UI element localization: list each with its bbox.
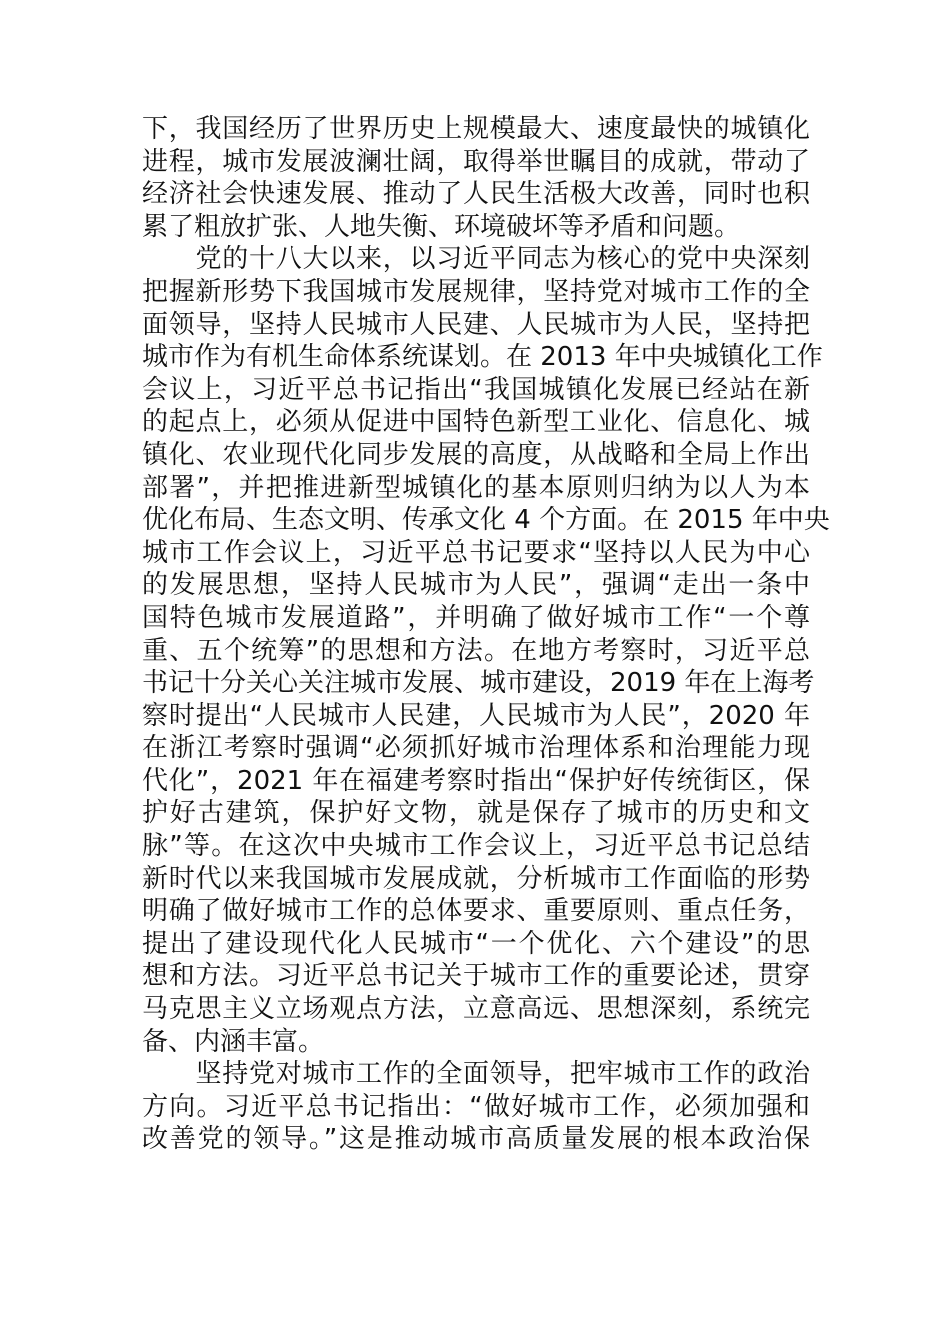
text-line: 明确了做好城市工作的总体要求、重要原则、重点任务， <box>142 896 810 927</box>
text-line: 重、五个统筹”的思想和方法。在地方考察时，习近平总 <box>142 635 810 666</box>
text-line: 马克思主义立场观点方法，立意高远、思想深刻，系统完 <box>142 994 810 1025</box>
text-line: 察时提出“人民城市人民建，人民城市为人民”，2020 年 <box>142 700 810 731</box>
paragraph-first-line: 党的十八大以来，以习近平同志为核心的党中央深刻 <box>142 244 810 275</box>
text-line: 代化”，2021 年在福建考察时指出“保护好传统街区，保 <box>142 765 810 796</box>
paragraph-first-line: 坚持党对城市工作的全面领导，把牢城市工作的政治 <box>142 1059 810 1090</box>
text-line: 会议上，习近平总书记指出“我国城镇化发展已经站在新 <box>142 374 810 405</box>
text-line: 想和方法。习近平总书记关于城市工作的重要论述，贯穿 <box>142 961 810 992</box>
text-line: 部署”，并把推进新型城镇化的基本原则归纳为以人为本 <box>142 472 810 503</box>
text-line: 备、内涵丰富。 <box>142 1026 325 1057</box>
text-line: 在浙江考察时强调“必须抓好城市治理体系和治理能力现 <box>142 733 810 764</box>
text-line: 方向。习近平总书记指出：“做好城市工作，必须加强和 <box>142 1091 810 1122</box>
text-line: 进程，城市发展波澜壮阔，取得举世瞩目的成就，带动了 <box>142 146 810 177</box>
text-line: 脉”等。在这次中央城市工作会议上，习近平总书记总结 <box>142 831 810 862</box>
text-line: 把握新形势下我国城市发展规律，坚持党对城市工作的全 <box>142 276 810 307</box>
text-line: 的发展思想，坚持人民城市为人民”，强调“走出一条中 <box>142 570 810 601</box>
text-line: 提出了建设现代化人民城市“一个优化、六个建设”的思 <box>142 928 810 959</box>
text-line: 新时代以来我国城市发展成就，分析城市工作面临的形势 <box>142 863 810 894</box>
body-text <box>142 113 830 1156</box>
text-line: 书记十分关心关注城市发展、城市建设，2019 年在上海考 <box>142 668 815 699</box>
text-line: 镇化、农业现代化同步发展的高度，从战略和全局上作出 <box>142 439 810 470</box>
text-line: 城市工作会议上，习近平总书记要求“坚持以人民为中心 <box>142 537 810 568</box>
text-line: 城市作为有机生命体系统谋划。在 2013 年中央城镇化工作 <box>142 342 823 373</box>
text-line: 优化布局、生态文明、传承文化 4 个方面。在 2015 年中央 <box>142 505 830 536</box>
text-line: 面领导，坚持人民城市人民建、人民城市为人民，坚持把 <box>142 309 810 340</box>
text-line: 的起点上，必须从促进中国特色新型工业化、信息化、城 <box>142 407 810 438</box>
text-line: 累了粗放扩张、人地失衡、环境破坏等矛盾和问题。 <box>142 211 741 242</box>
text-line: 国特色城市发展道路”，并明确了做好城市工作“一个尊 <box>142 602 810 633</box>
text-line: 改善党的领导。”这是推动城市高质量发展的根本政治保 <box>142 1124 810 1155</box>
text-line: 下，我国经历了世界历史上规模最大、速度最快的城镇化 <box>142 114 810 144</box>
text-line: 护好古建筑，保护好文物，就是保存了城市的历史和文 <box>142 798 810 829</box>
text-line: 经济社会快速发展、推动了人民生活极大改善，同时也积 <box>142 179 810 210</box>
